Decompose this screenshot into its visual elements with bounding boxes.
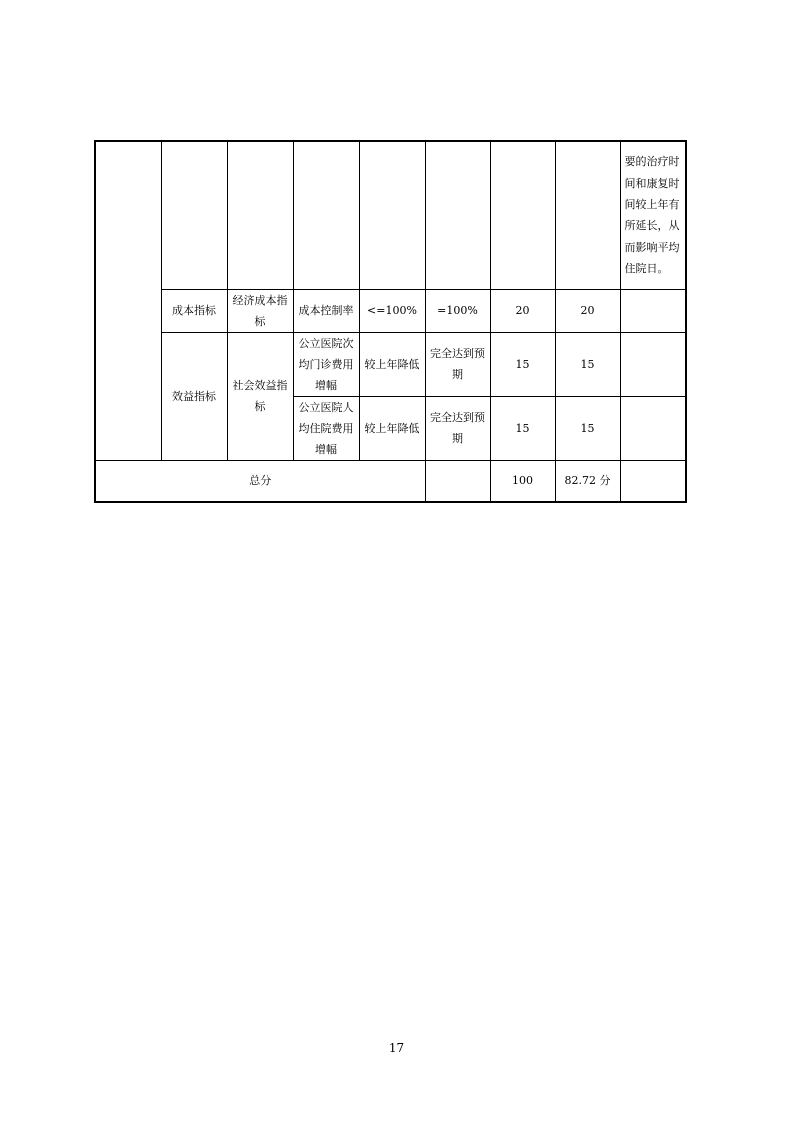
score-cell: 20 bbox=[555, 289, 620, 332]
annual-target-cell: 较上年降低 bbox=[359, 332, 425, 396]
level1-cell bbox=[95, 141, 161, 460]
actual-value-cell: 完全达到预期 bbox=[425, 396, 490, 460]
note-cell bbox=[620, 289, 686, 332]
total-row bbox=[95, 460, 686, 502]
performance-table bbox=[94, 140, 687, 503]
level3-cell: 社会效益指标 bbox=[227, 332, 293, 460]
total-actual-cell bbox=[425, 460, 490, 502]
weight-cell: 15 bbox=[490, 332, 555, 396]
score-cell: 15 bbox=[555, 332, 620, 396]
score-cell: 15 bbox=[555, 396, 620, 460]
page-number: 17 bbox=[388, 1041, 405, 1055]
weight-cell: 20 bbox=[490, 289, 555, 332]
empty-cell bbox=[359, 141, 425, 289]
total-weight: 100 bbox=[490, 460, 555, 502]
table-row bbox=[95, 289, 686, 332]
empty-cell bbox=[490, 141, 555, 289]
empty-cell bbox=[293, 141, 359, 289]
table-row bbox=[95, 332, 686, 396]
note-cell bbox=[620, 396, 686, 460]
total-score: 82.72 分 bbox=[555, 460, 620, 502]
empty-cell bbox=[555, 141, 620, 289]
empty-cell bbox=[425, 141, 490, 289]
indicator-cell: 公立医院次均门诊费用增幅 bbox=[293, 332, 359, 396]
note-cell bbox=[620, 332, 686, 396]
empty-cell bbox=[227, 141, 293, 289]
note-cell: 要的治疗时间和康复时间较上年有所延长，从而影响平均住院日。 bbox=[620, 141, 686, 289]
table-row bbox=[95, 141, 686, 289]
actual-value-cell: =100% bbox=[425, 289, 490, 332]
level3-cell: 经济成本指标 bbox=[227, 289, 293, 332]
empty-cell bbox=[161, 141, 227, 289]
level2-cell: 效益指标 bbox=[161, 332, 227, 460]
total-label: 总分 bbox=[95, 460, 425, 502]
weight-cell: 15 bbox=[490, 396, 555, 460]
indicator-cell: 成本控制率 bbox=[293, 289, 359, 332]
level2-cell: 成本指标 bbox=[161, 289, 227, 332]
annual-target-cell: 较上年降低 bbox=[359, 396, 425, 460]
total-note-cell bbox=[620, 460, 686, 502]
annual-target-cell: <=100% bbox=[359, 289, 425, 332]
actual-value-cell: 完全达到预期 bbox=[425, 332, 490, 396]
indicator-cell: 公立医院人均住院费用增幅 bbox=[293, 396, 359, 460]
